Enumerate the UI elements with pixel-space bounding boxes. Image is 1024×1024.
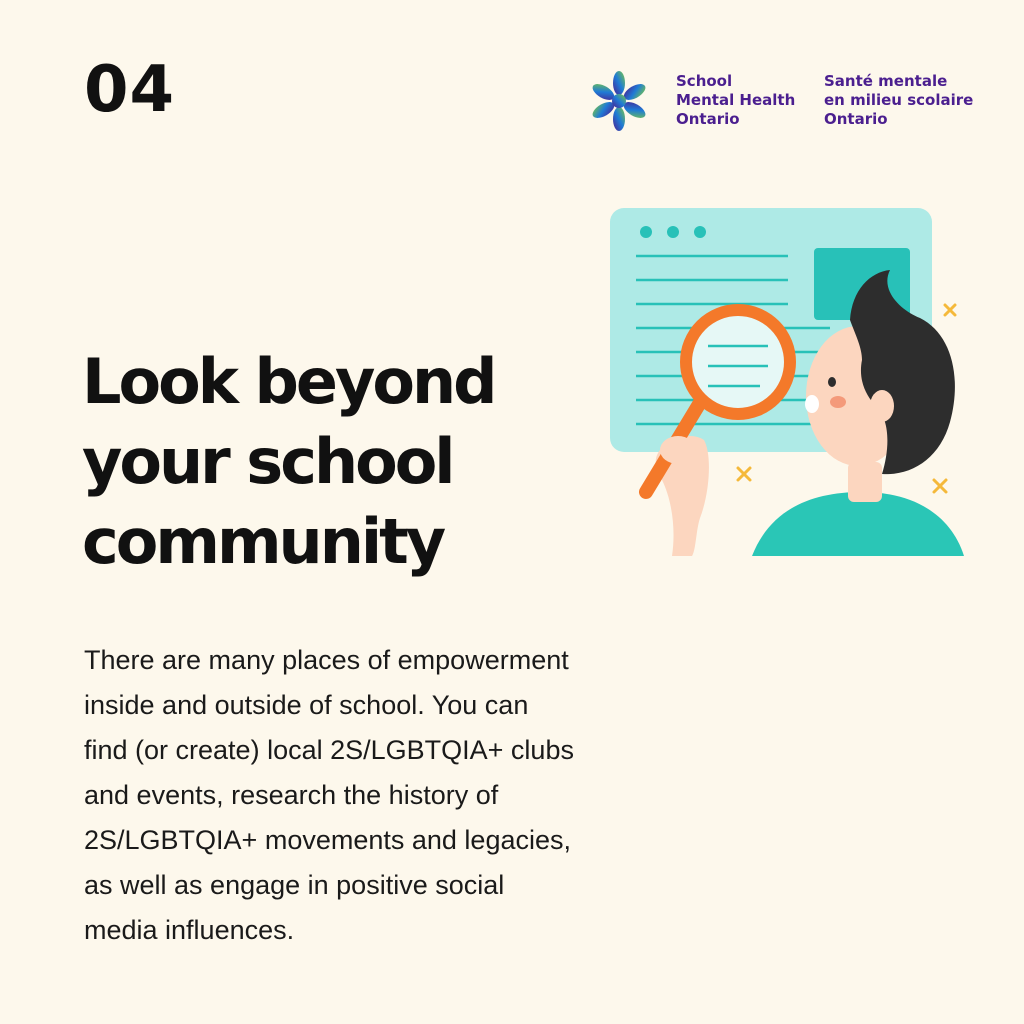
logo-fr-line: Santé mentale — [824, 72, 948, 90]
magnifier-lens — [686, 310, 790, 414]
cheek-shape — [830, 396, 846, 408]
body-line: as well as engage in positive social — [84, 870, 505, 900]
person-with-magnifying-glass-illustration-icon — [600, 200, 980, 580]
logo-en-line: Ontario — [676, 110, 740, 128]
smho-pinwheel-logo-icon — [586, 68, 652, 134]
headline-line: Look beyond — [82, 345, 495, 418]
body-line: inside and outside of school. You can — [84, 690, 529, 720]
logo-text-english — [676, 72, 795, 129]
fingers-shape — [660, 436, 696, 464]
body-line: and events, research the history of — [84, 780, 499, 810]
smho-logo — [586, 68, 986, 134]
headline-line: your school — [82, 425, 453, 498]
logo-fr-line: Ontario — [824, 110, 888, 128]
nose-highlight-shape — [805, 395, 819, 413]
logo-text-french — [824, 72, 973, 129]
window-dot — [694, 226, 706, 238]
eye-shape — [828, 377, 836, 387]
body-paragraph — [84, 638, 644, 953]
logo-en-line: School — [676, 72, 733, 90]
logo-fr-line: en milieu scolaire — [824, 91, 974, 109]
headline-line: community — [82, 505, 444, 578]
window-dot — [667, 226, 679, 238]
slide-number: 04 — [84, 53, 176, 127]
window-dot — [640, 226, 652, 238]
body-line: 2S/LGBTQIA+ movements and legacies, — [84, 825, 571, 855]
body-line: media influences. — [84, 915, 295, 945]
body-line: find (or create) local 2S/LGBTQIA+ clubs — [84, 735, 574, 765]
headline — [82, 342, 582, 582]
neck-shape — [848, 462, 882, 502]
ear-shape — [870, 390, 894, 422]
logo-en-line: Mental Health — [676, 91, 796, 109]
body-line: There are many places of empowerment — [84, 645, 569, 675]
